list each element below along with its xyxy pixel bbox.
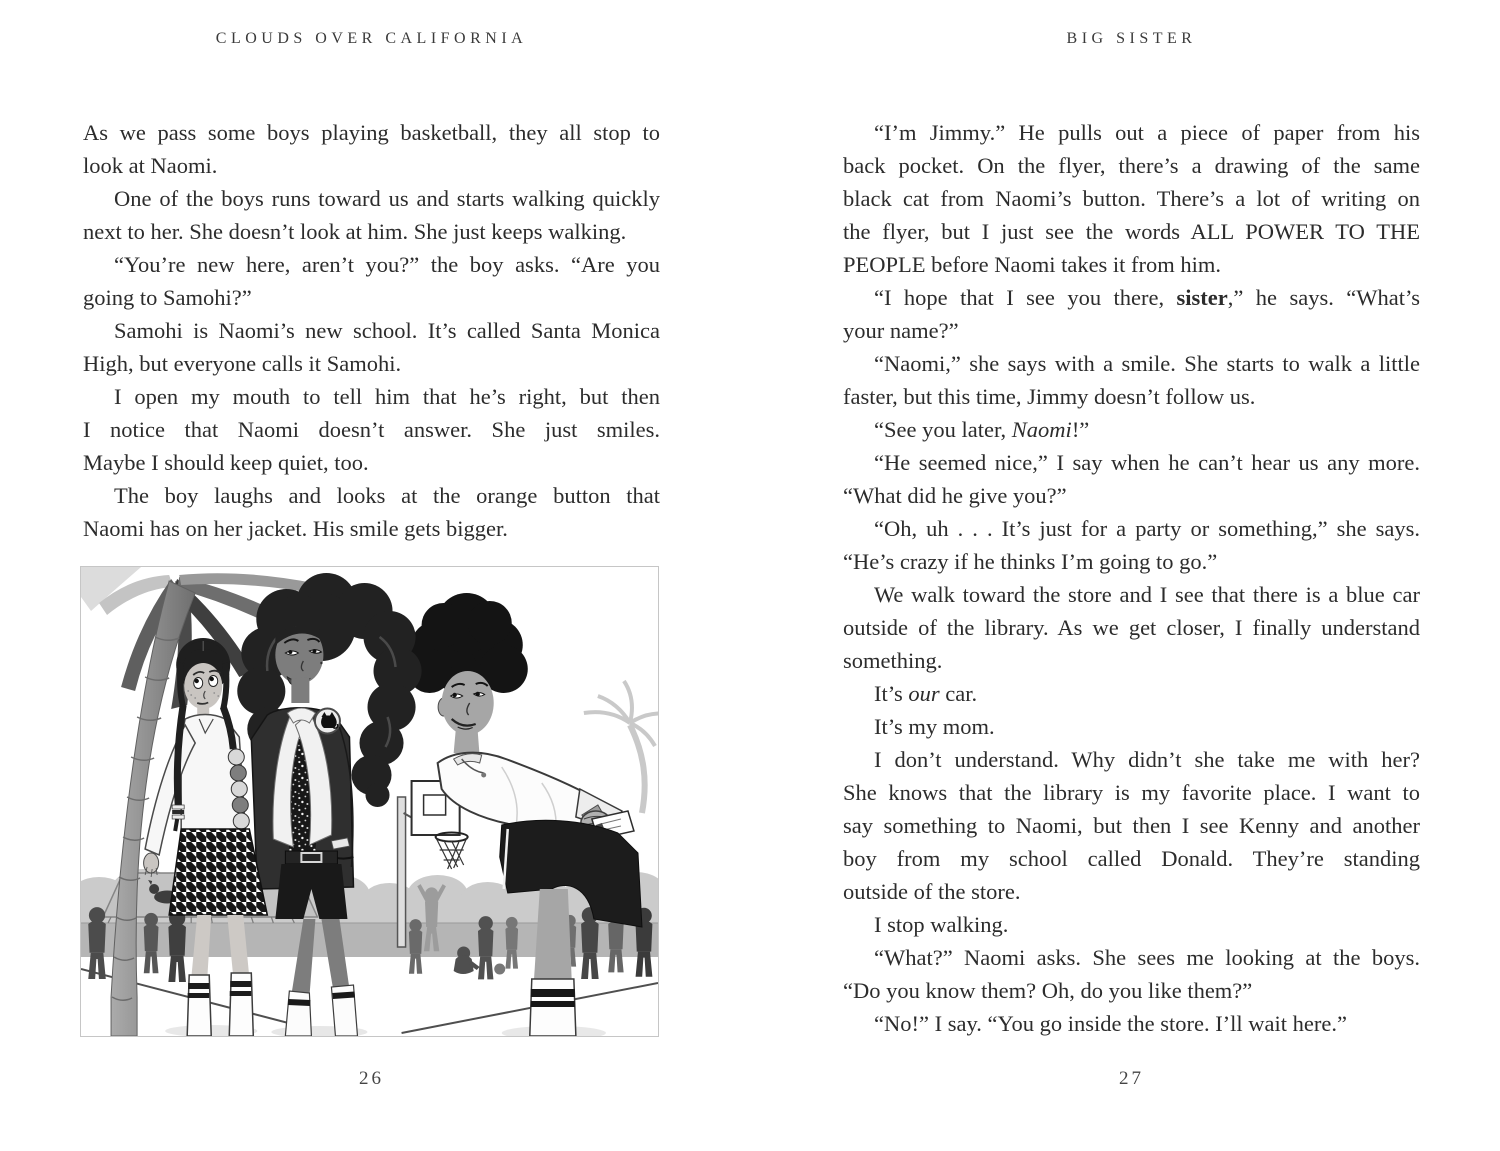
text-line: “What did he give you?” [843,483,1067,508]
text-line: outside of the library. As we get closer, I finally understand [843,615,1420,640]
text-line: “See you later, Naomi!” [874,417,1090,442]
text-line: Naomi has on her jacket. His smile gets bigger. [83,516,508,541]
cat-button-badge [315,709,340,734]
text-line: back pocket. On the flyer, there’s a drawing of the same [843,153,1420,178]
text-line: look at Naomi. [83,153,218,178]
text-line: PEOPLE before Naomi takes it from him. [843,252,1222,277]
text-line: boy from my school called Donald. They’re standing [843,846,1420,871]
text-line: High, but everyone calls it Samohi. [83,351,402,376]
right-text-block [843,116,1420,1040]
page-number-right: 27 [1119,1068,1144,1089]
text-line: “You’re new here, aren’t you?” the boy asks. “Are you [114,252,660,277]
text-line: “I hope that I see you there, sister,” he says. “What’s [874,285,1420,310]
palm-tree-right [584,681,658,813]
text-line: going to Samohi?” [83,285,252,310]
text-line: the flyer, but I just see the words ALL POWER TO THE [843,219,1420,244]
text-line: “What?” Naomi asks. She sees me looking at the boys. [874,945,1420,970]
text-line: I don’t understand. Why didn’t she take me with her? [874,747,1420,772]
text-line: The boy laughs and looks at the orange button that [114,483,660,508]
jimmy-leg [534,889,572,983]
text-line: outside of the store. [843,879,1021,904]
text-line: I stop walking. [874,912,1009,937]
naomi-neck [291,677,309,703]
text-line: Maybe I should keep quiet, too. [83,450,369,475]
naomi [237,573,421,1036]
text-line: “He’s crazy if he thinks I’m going to go.” [843,549,1218,574]
jimmy-sock [530,979,576,1036]
text-line: “Naomi,” she says with a smile. She starts to walk a little [874,351,1420,376]
text-line: next to her. She doesn’t look at him. She just keeps walking. [83,219,627,244]
naomi-belt [285,851,337,864]
text-line: “No!” I say. “You go inside the store. I’ll wait here.” [874,1011,1347,1036]
girl-houndstooth-skirt [169,829,267,915]
text-line: It’s our car. [874,681,978,706]
running-head-right: BIG SISTER [1066,30,1197,47]
text-line: say something to Naomi, but then I see Kenny and another [843,813,1420,838]
hoop-net [437,838,467,869]
text-line: It’s my mom. [874,714,995,739]
text-line: As we pass some boys playing basketball, they all stop to [83,120,660,145]
text-line: your name?” [843,318,959,343]
right-page [750,0,1500,1151]
text-line: something. [843,648,943,673]
text-line: I open my mouth to tell him that he’s right, but then [114,384,660,409]
text-line: “I’m Jimmy.” He pulls out a piece of paper from his [874,120,1420,145]
text-line: “Do you know them? Oh, do you like them?” [843,978,1253,1003]
text-line: One of the boys runs toward us and starts walking quickly [114,186,660,211]
text-line: “Oh, uh . . . It’s just for a party or something,” she says. [874,516,1420,541]
text-line: faster, but this time, Jimmy doesn’t follow us. [843,384,1256,409]
text-line: We walk toward the store and I see that there is a blue car [874,582,1420,607]
left-text-block [83,116,660,545]
girl-face [184,663,222,709]
text-line: “He seemed nice,” I say when he can’t hear us any more. [874,450,1420,475]
page-number-left: 26 [359,1068,384,1089]
park-illustration [80,566,659,1037]
running-head-left: CLOUDS OVER CALIFORNIA [215,30,528,47]
basketball [494,964,505,975]
illustration-svg [81,567,658,1036]
text-line: Samohi is Naomi’s new school. It’s called Santa Monica [114,318,660,343]
text-line: She knows that the library is my favorite place. I want to [843,780,1420,805]
text-line: black cat from Naomi’s button. There’s a lot of writing on [843,186,1420,211]
text-line: I notice that Naomi doesn’t answer. She just smiles. [83,417,660,442]
